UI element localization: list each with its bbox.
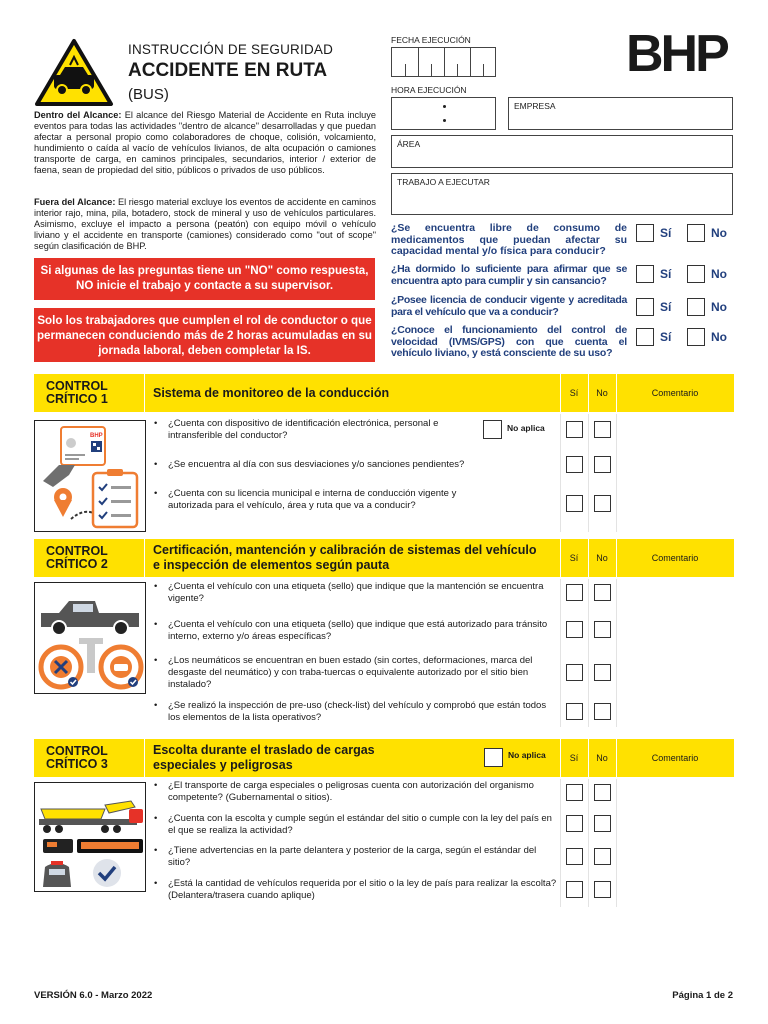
control-1-item-3-si-checkbox[interactable] [566,495,583,512]
vehicle-inspection-illustration [34,582,146,694]
control-3-item-1-no-checkbox[interactable] [594,784,611,801]
doc-title: ACCIDENTE EN RUTA [128,60,328,81]
scope-outside-text: El riesgo material excluye los eventos de accidente en caminos interior rajo, mina, pila, botadero, stock de mineral y uso de vehículos particulares. Asimismo, excluye el impacto a persona (peatón) con equipo móvil o vehículo liviano y el accidente en transporte (camiones) considerado como "out of scope" según clasificación de BHP. [34,197,376,251]
fecha-field[interactable] [391,47,496,77]
col-comentario: Comentario [651,753,699,763]
control-1-item-3-no-checkbox[interactable] [594,495,611,512]
warning-sign-icon [34,37,114,107]
bhp-logo: BHP [626,25,727,83]
no-aplica-label: No aplica [508,750,546,760]
hora-label: HORA EJECUCIÓN [391,85,467,95]
no-aplica-checkbox[interactable] [483,420,502,439]
question-license: ¿Posee licencia de conducir vigente y acreditada para el vehículo que va a conducir? [391,294,627,318]
control-2-item: • ¿Los neumáticos se encuentran en buen estado (sin cortes, deformaciones, marca del desgaste del neumático) y con traba-tuercas o equivalente autorizado por el sitio bien instalado? [154,655,533,690]
question-speed-control-no-checkbox[interactable] [687,328,705,346]
alert-no-answer: Si algunas de las preguntas tiene un "NO" como respuesta, NO inicie el trabajo y contacte a su supervisor. [34,258,375,300]
control-3-item: • ¿Tiene advertencias en la parte delantera y posterior de la carga, según el estándar del sitio? [154,845,537,868]
control-3-title: Escolta durante el traslado de cargas especiales y peligrosas [153,743,375,772]
control-3-item-4-si-checkbox[interactable] [566,881,583,898]
col-no: No [596,753,608,763]
question-sleep: ¿Ha dormido lo suficiente para afirmar que se encuentra apto para cumplir y sin cansancio? [391,263,627,287]
col-no: No [596,388,608,398]
empresa-label: EMPRESA [514,101,556,111]
scope-inside [34,110,376,175]
scope-outside-label: Fuera del Alcance: [34,197,116,207]
control-2-label: CONTROL CRÍTICO 2 [46,544,108,571]
fecha-label: FECHA EJECUCIÓN [391,35,471,45]
control-2-item: • ¿Cuenta el vehículo con una etiqueta (sello) que indique que la mantención se encuentra vigente? [154,581,544,604]
control-1-title: Sistema de monitoreo de la conducción [153,386,390,400]
control-1-item: • ¿Cuenta con dispositivo de identificación electrónica, personal e intransferible del conductor? [154,418,439,441]
yes-label: Sí [660,300,672,314]
control-1-item-1-si-checkbox[interactable] [566,421,583,438]
control-3-label: CONTROL CRÍTICO 3 [46,744,108,771]
control-2-item-2-no-checkbox[interactable] [594,621,611,638]
control-3-item-1-si-checkbox[interactable] [566,784,583,801]
col-si: Sí [569,753,579,763]
trabajo-field[interactable] [391,173,733,215]
yes-label: Sí [660,267,672,281]
empresa-field[interactable] [508,97,733,130]
monitoring-illustration [34,420,146,532]
yes-label: Sí [660,330,672,344]
control-3-item-3-si-checkbox[interactable] [566,848,583,865]
scope-inside-label: Dentro del Alcance: [34,110,122,120]
control-3-item: • ¿Está la cantidad de vehículos requerida por el sitio o la ley de país para realizar la escolta? (Delantera/trasera cuando aplique) [154,878,557,901]
control-2-item: • ¿Cuenta el vehículo con una etiqueta (sello) que indique que está autorizado para tránsito interno, externo y/o áreas específicas? [154,619,548,642]
control-3-no-aplica-checkbox[interactable] [484,748,503,767]
no-label: No [711,330,727,344]
alert-driver-role: Solo los trabajadores que cumplen el rol de conductor o que permanecen conduciendo más de 2 horas acumuladas en su jornada laboral, deben completar la IS. [34,308,375,362]
area-label: ÁREA [397,139,421,149]
control-1-item-2-si-checkbox[interactable] [566,456,583,473]
col-comentario: Comentario [651,388,699,398]
control-2-item-3-no-checkbox[interactable] [594,664,611,681]
control-1-item-1-no-checkbox[interactable] [594,421,611,438]
yes-label: Sí [660,226,672,240]
control-3-item: • ¿El transporte de carga especiales o peligrosas cuenta con autorización del organismo competente? (Gubernamental o sitios). [154,780,534,803]
control-1-header [34,374,734,412]
control-1-item: • ¿Cuenta con su licencia municipal e interna de conducción vigente y autorizada para el vehículo, área y ruta que va a conducir? [154,488,457,511]
escort-illustration [34,782,146,892]
page-number: Página 1 de 2 [672,990,733,1001]
question-license-no-checkbox[interactable] [687,298,705,316]
question-medication: ¿Se encuentra libre de consumo de medicamentos que puedan afectar su capacidad mental y/o física para conducir? [391,222,627,257]
control-1-item: • ¿Se encuentra al día con sus desviaciones y/o sanciones pendientes? [154,459,465,470]
question-sleep-no-checkbox[interactable] [687,265,705,283]
col-si: Sí [569,553,579,563]
no-label: No [711,300,727,314]
control-2-item-3-si-checkbox[interactable] [566,664,583,681]
control-2-title: Certificación, mantención y calibración de sistemas del vehículo e inspección de elementos según pauta [153,543,537,572]
question-speed-control: ¿Conoce el funcionamiento del control de velocidad (IVMS/GPS) con que cuenta el vehículo liviano, y está consciente de su uso? [391,324,627,359]
control-3-item-2-no-checkbox[interactable] [594,815,611,832]
control-3-item-3-no-checkbox[interactable] [594,848,611,865]
trabajo-label: TRABAJO A EJECUTAR [397,177,490,187]
svg-text:BHP: BHP [90,433,103,439]
scope-outside [34,197,376,252]
col-si: Sí [569,388,579,398]
hora-field[interactable] [391,97,496,130]
question-sleep-yes-checkbox[interactable] [636,265,654,283]
control-3-item-4-no-checkbox[interactable] [594,881,611,898]
control-3-item-2-si-checkbox[interactable] [566,815,583,832]
control-2-item-4-no-checkbox[interactable] [594,703,611,720]
no-aplica-label: No aplica [507,423,545,433]
control-2-item-1-si-checkbox[interactable] [566,584,583,601]
question-medication-no-checkbox[interactable] [687,224,705,242]
control-2-item: • ¿Se realizó la inspección de pre-uso (check-list) del vehículo y comprobó que están todos los elementos de la lista operativos? [154,700,547,723]
question-medication-yes-checkbox[interactable] [636,224,654,242]
control-2-item-4-si-checkbox[interactable] [566,703,583,720]
version-label: VERSIÓN 6.0 - Marzo 2022 [34,990,153,1001]
control-2-header [34,539,734,577]
col-comentario: Comentario [651,553,699,563]
no-label: No [711,226,727,240]
scope-inside-text: El alcance del Riesgo Material de Accidente en Ruta incluye eventos para todas las actividades "dentro de alcance" desarrolladas y que puedan afectar a personal propio como colaboradores de choque, colisión, volcamiento, hundimiento o caída al vacío de vehículos livianos, de alta ocupación o camiones transporte de carga, en caminos principales, secundarios, interior / exterior de faena, sean de propiedad del sitio, públicos o privados de uso públicos. [34,110,376,175]
doc-category: INSTRUCCIÓN DE SEGURIDAD [128,42,334,57]
no-label: No [711,267,727,281]
doc-subtitle: (BUS) [128,86,169,103]
area-field[interactable] [391,135,733,168]
control-1-label: CONTROL CRÍTICO 1 [46,379,108,406]
control-3-item: • ¿Cuenta con la escolta y cumple según el estándar del sitio o cumple con la ley del país en el que se realiza la actividad? [154,813,552,836]
question-license-yes-checkbox[interactable] [636,298,654,316]
control-3-header [34,739,734,777]
col-no: No [596,553,608,563]
question-speed-control-yes-checkbox[interactable] [636,328,654,346]
control-1-item-2-no-checkbox[interactable] [594,456,611,473]
control-2-item-2-si-checkbox[interactable] [566,621,583,638]
control-2-item-1-no-checkbox[interactable] [594,584,611,601]
